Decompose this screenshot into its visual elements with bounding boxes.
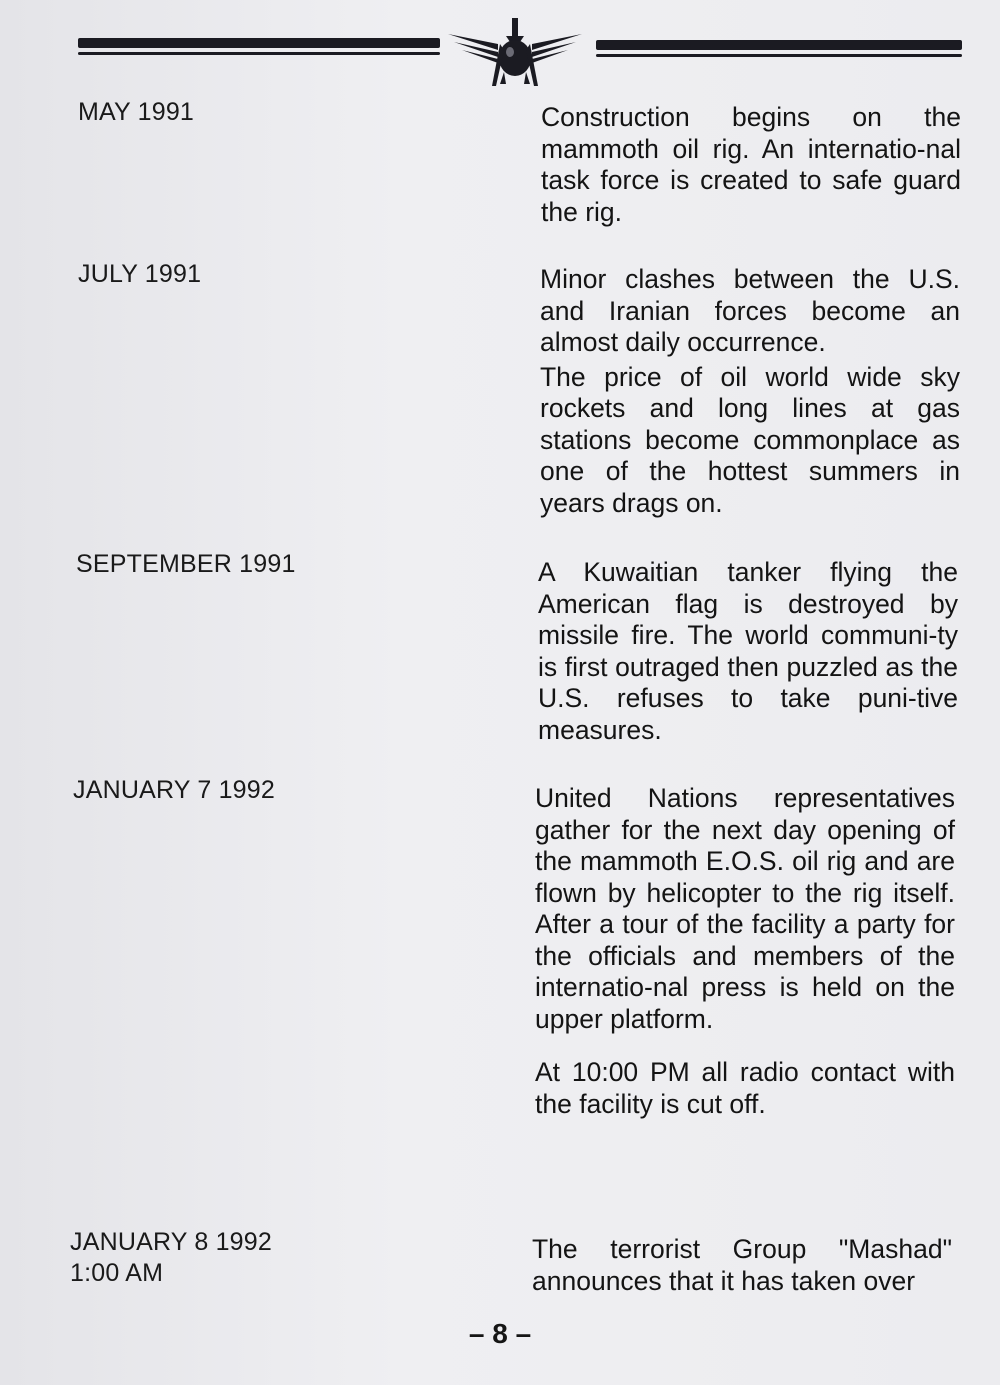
entry-date-may-1991: MAY 1991 [78,98,195,126]
entry-paragraph: The terrorist Group "Mashad" announces that it has taken over [532,1234,952,1296]
entry-paragraph: At 10:00 PM all radio contact with the facility is cut off. [535,1057,955,1119]
entry-paragraph: Construction begins on the mammoth oil rig. An internatio-nal task force is created to safe guard the rig. [541,102,961,227]
header-rule-right [596,40,962,50]
header-rule-left-thin [78,52,440,55]
entry-text-july-1991 [540,264,960,519]
entry-text-january-8-1992 [532,1234,952,1297]
winged-bomb-emblem-icon [440,14,590,90]
entry-text-january-7-1992 [535,783,955,1120]
entry-date-january-7-1992: JANUARY 7 1992 [73,776,275,804]
entry-paragraph: A Kuwaitian tanker flying the American flag is destroyed by missile fire. The world communi-ty is first outraged then puzzled as the U.S. refuses to take puni-tive measures. [538,557,958,745]
header-rule-left [78,38,440,48]
entry-paragraph: The price of oil world wide sky rockets and long lines at gas stations become commonplace as one of the hottest summers in years drags on. [540,361,960,518]
entry-text-september-1991 [538,557,958,746]
page-number: – 8 – [468,1318,532,1349]
header-rule-right-thin [596,54,962,57]
entry-date-july-1991: JULY 1991 [78,260,202,288]
entry-date-september-1991: SEPTEMBER 1991 [76,550,296,578]
entry-paragraph: Minor clashes between the U.S. and Iranian forces become an almost daily occurrence. [540,264,960,357]
entry-text-may-1991 [541,102,961,228]
entry-date-january-8-1992: JANUARY 8 1992 1:00 AM [70,1228,272,1287]
entry-paragraph: United Nations representatives gather for the next day opening of the mammoth E.O.S. oil rig and are flown by helicopter to the rig itself. After a tour of the facility a party for the officials and members of the internatio-nal press is held on the upper platform. [535,783,955,1034]
